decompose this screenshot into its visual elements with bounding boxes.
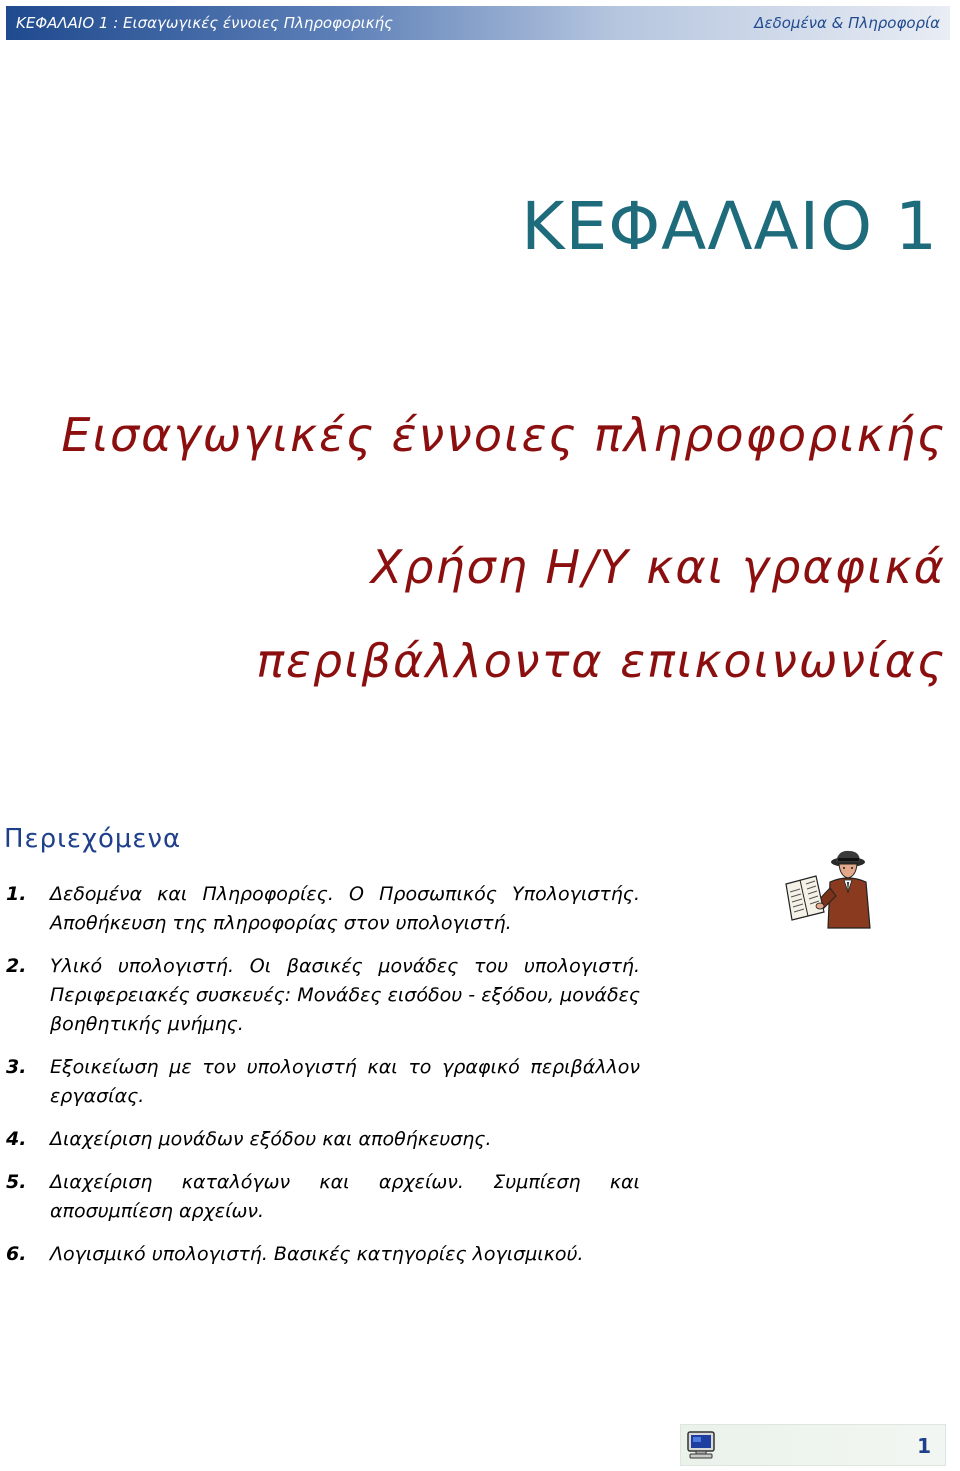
computer-icon <box>685 1429 717 1461</box>
header-section-title: Δεδομένα & Πληροφορία <box>754 14 940 32</box>
toc-item <box>0 1125 640 1154</box>
header-chapter-title: ΚΕΦΑΛΑΙΟ 1 : Εισαγωγικές έννοιες Πληροφορικής <box>16 14 393 32</box>
subtitle-line-1: Χρήση Η/Υ και γραφικά <box>370 540 946 594</box>
toc-item <box>0 880 640 938</box>
chapter-subtitle-secondary <box>256 520 946 708</box>
toc-item <box>0 1240 640 1269</box>
toc-item-number: 4. <box>6 1128 27 1150</box>
toc-item-text: Λογισμικό υπολογιστή. Βασικές κατηγορίες λογισμικού. <box>50 1243 584 1265</box>
toc-item <box>0 1168 640 1226</box>
chapter-subtitle: Εισαγωγικές έννοιες πληροφορικής <box>61 408 946 462</box>
toc-item-number: 6. <box>6 1243 27 1265</box>
toc-item-number: 2. <box>6 955 27 977</box>
toc-item-number: 5. <box>6 1171 27 1193</box>
chapter-heading: ΚΕΦΑΛΑΙΟ 1 <box>521 188 938 265</box>
subtitle-line-2: περιβάλλοντα επικοινωνίας <box>256 634 946 688</box>
toc-item <box>0 1053 640 1111</box>
toc-item-text: Διαχείριση καταλόγων και αρχείων. Συμπίεση και αποσυμπίεση αρχείων. <box>50 1171 640 1222</box>
toc-item-number: 1. <box>6 883 27 905</box>
toc-item-text: Διαχείριση μονάδων εξόδου και αποθήκευσης. <box>50 1128 492 1150</box>
toc-item-text: Εξοικείωση με τον υπολογιστή και το γραφικό περιβάλλον εργασίας. <box>50 1056 640 1107</box>
toc-item <box>0 952 640 1039</box>
running-header <box>6 6 950 40</box>
toc-item-text: Υλικό υπολογιστή. Οι βασικές μονάδες του υπολογιστή. Περιφερειακές συσκευές: Μονάδες εισόδου - εξόδου, μονάδες βοηθητικής μνήμης. <box>50 955 640 1035</box>
man-reading-newspaper-icon <box>778 848 876 930</box>
table-of-contents <box>0 880 640 1283</box>
contents-title: Περιεχόμενα <box>4 824 182 854</box>
page-footer <box>680 1424 946 1466</box>
toc-item-number: 3. <box>6 1056 27 1078</box>
page-number: 1 <box>917 1434 931 1458</box>
toc-item-text: Δεδομένα και Πληροφορίες. Ο Προσωπικός Υπολογιστής. Αποθήκευση της πληροφορίας στον υπολογιστή. <box>50 883 640 934</box>
